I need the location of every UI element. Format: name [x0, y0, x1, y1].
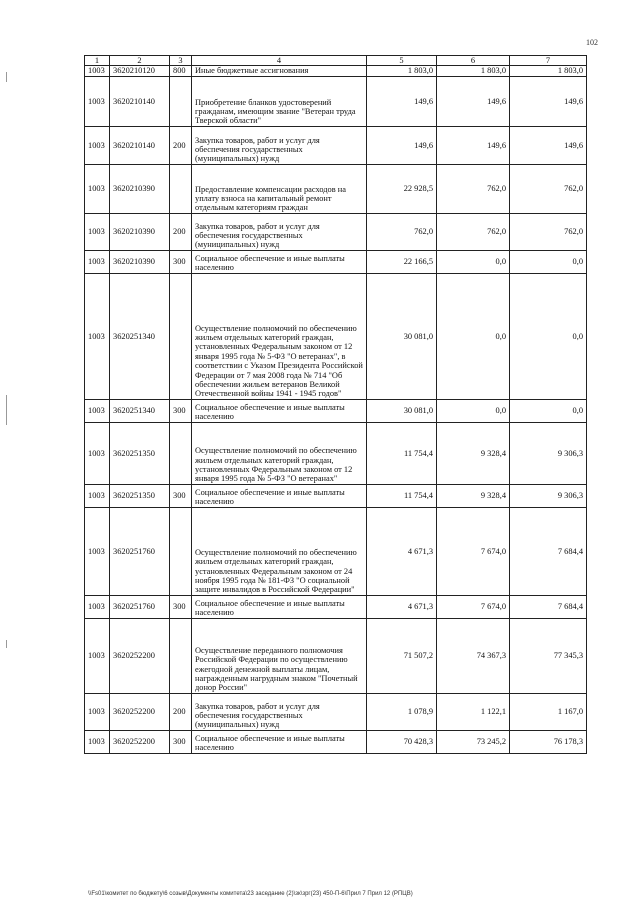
amount-col-6: 74 367,3	[437, 618, 510, 693]
target-article-code: 3620210390	[110, 164, 170, 213]
item-name: Закупка товаров, работ и услуг для обеспечения государственных (муниципальных) нужд	[192, 213, 367, 250]
amount-col-6: 9 328,4	[437, 484, 510, 507]
expense-type-code	[170, 422, 192, 484]
target-article-code: 3620210140	[110, 126, 170, 164]
amount-col-6: 149,6	[437, 126, 510, 164]
item-name: Закупка товаров, работ и услуг для обеспечения государственных (муниципальных) нужд	[192, 693, 367, 730]
section-code: 1003	[85, 595, 110, 618]
amount-col-7: 77 345,3	[510, 618, 587, 693]
section-code: 1003	[85, 164, 110, 213]
table-row	[85, 618, 587, 693]
section-code: 1003	[85, 66, 110, 76]
amount-col-5: 1 803,0	[367, 66, 437, 76]
amount-col-5: 30 081,0	[367, 399, 437, 422]
section-code: 1003	[85, 618, 110, 693]
expense-type-code: 200	[170, 126, 192, 164]
amount-col-7: 1 167,0	[510, 693, 587, 730]
amount-col-5: 149,6	[367, 76, 437, 126]
amount-col-5: 11 754,4	[367, 484, 437, 507]
amount-col-5: 70 428,3	[367, 730, 437, 753]
amount-col-7: 9 306,3	[510, 484, 587, 507]
amount-col-6: 9 328,4	[437, 422, 510, 484]
header-row	[85, 56, 587, 66]
item-name: Закупка товаров, работ и услуг для обеспечения государственных (муниципальных) нужд	[192, 126, 367, 164]
item-name: Осуществление переданного полномочия Российской Федерации по осуществлению ежегодной денежной выплаты лицам, награжденным нагрудным знаком "Почетный донор России"	[192, 618, 367, 693]
amount-col-6: 0,0	[437, 273, 510, 399]
item-name: Предоставление компенсации расходов на уплату взноса на капитальный ремонт отдельным категориям граждан	[192, 164, 367, 213]
item-name: Социальное обеспечение и иные выплаты населению	[192, 730, 367, 753]
table-row	[85, 730, 587, 753]
target-article-code: 3620210120	[110, 66, 170, 76]
expense-type-code: 300	[170, 250, 192, 273]
table-row	[85, 693, 587, 730]
amount-col-5: 22 928,5	[367, 164, 437, 213]
table-row	[85, 595, 587, 618]
target-article-code: 3620210390	[110, 213, 170, 250]
section-code: 1003	[85, 273, 110, 399]
amount-col-5: 1 078,9	[367, 693, 437, 730]
amount-col-7: 9 306,3	[510, 422, 587, 484]
table-row	[85, 422, 587, 484]
amount-col-6: 7 674,0	[437, 595, 510, 618]
expense-type-code: 300	[170, 399, 192, 422]
amount-col-5: 22 166,5	[367, 250, 437, 273]
target-article-code: 3620210140	[110, 76, 170, 126]
table-row	[85, 507, 587, 595]
amount-col-6: 149,6	[437, 76, 510, 126]
item-name: Социальное обеспечение и иные выплаты населению	[192, 595, 367, 618]
section-code: 1003	[85, 399, 110, 422]
target-article-code: 3620251760	[110, 507, 170, 595]
amount-col-5: 762,0	[367, 213, 437, 250]
amount-col-6: 1 122,1	[437, 693, 510, 730]
table-row	[85, 484, 587, 507]
footer-file-path: \\Fs01\комитет по бюджету\6 созыв\Документы комитета\23 заседание (2)\зк\зрг(23) 450-П-6\Прил 7 Прил 12 (РПЦВ)	[88, 891, 413, 897]
section-code: 1003	[85, 730, 110, 753]
item-name: Осуществление полномочий по обеспечению жильем отдельных категорий граждан, установленных Федеральным законом от 12 января 1995 года № 5-ФЗ "О ветеранах"	[192, 422, 367, 484]
amount-col-7: 149,6	[510, 126, 587, 164]
margin-mark	[6, 72, 7, 82]
header-cell: 3	[170, 56, 192, 66]
target-article-code: 3620251350	[110, 484, 170, 507]
margin-mark	[6, 640, 7, 648]
expense-type-code	[170, 164, 192, 213]
expense-type-code: 200	[170, 693, 192, 730]
amount-col-5: 4 671,3	[367, 507, 437, 595]
item-name: Осуществление полномочий по обеспечению жильем отдельных категорий граждан, установленных Федеральным законом от 12 января 1995 года № 5-ФЗ "О ветеранах", в соответствии с Указом Президента Российской Федерации от 7 мая 2008 года № 714 "Об обеспечении жильем ветеранов Великой Отечественной войны 1941 - 1945 годов"	[192, 273, 367, 399]
expense-type-code	[170, 273, 192, 399]
table-row	[85, 66, 587, 76]
amount-col-5: 4 671,3	[367, 595, 437, 618]
amount-col-7: 0,0	[510, 399, 587, 422]
amount-col-7: 762,0	[510, 164, 587, 213]
table-row	[85, 164, 587, 213]
amount-col-7: 7 684,4	[510, 507, 587, 595]
target-article-code: 3620251340	[110, 273, 170, 399]
amount-col-6: 762,0	[437, 213, 510, 250]
header-cell: 7	[510, 56, 587, 66]
header-cell: 1	[85, 56, 110, 66]
item-name: Социальное обеспечение и иные выплаты населению	[192, 250, 367, 273]
expense-type-code: 200	[170, 213, 192, 250]
amount-col-7: 0,0	[510, 250, 587, 273]
target-article-code: 3620252200	[110, 693, 170, 730]
header-cell: 2	[110, 56, 170, 66]
section-code: 1003	[85, 213, 110, 250]
amount-col-6: 0,0	[437, 250, 510, 273]
table-row	[85, 250, 587, 273]
section-code: 1003	[85, 422, 110, 484]
item-name: Социальное обеспечение и иные выплаты населению	[192, 484, 367, 507]
table-row	[85, 399, 587, 422]
table-row	[85, 213, 587, 250]
header-cell: 4	[192, 56, 367, 66]
expense-type-code: 300	[170, 484, 192, 507]
expense-type-code	[170, 507, 192, 595]
target-article-code: 3620251340	[110, 399, 170, 422]
amount-col-5: 11 754,4	[367, 422, 437, 484]
section-code: 1003	[85, 76, 110, 126]
section-code: 1003	[85, 484, 110, 507]
section-code: 1003	[85, 250, 110, 273]
target-article-code: 3620210390	[110, 250, 170, 273]
table-row	[85, 126, 587, 164]
section-code: 1003	[85, 693, 110, 730]
amount-col-7: 1 803,0	[510, 66, 587, 76]
expense-type-code: 300	[170, 595, 192, 618]
amount-col-5: 71 507,2	[367, 618, 437, 693]
target-article-code: 3620251350	[110, 422, 170, 484]
item-name: Социальное обеспечение и иные выплаты населению	[192, 399, 367, 422]
header-cell: 6	[437, 56, 510, 66]
margin-mark	[6, 395, 7, 425]
amount-col-7: 762,0	[510, 213, 587, 250]
amount-col-7: 149,6	[510, 76, 587, 126]
amount-col-7: 7 684,4	[510, 595, 587, 618]
expense-type-code	[170, 618, 192, 693]
amount-col-6: 0,0	[437, 399, 510, 422]
table-row	[85, 76, 587, 126]
target-article-code: 3620251760	[110, 595, 170, 618]
amount-col-5: 149,6	[367, 126, 437, 164]
amount-col-6: 73 245,2	[437, 730, 510, 753]
budget-table	[84, 55, 587, 754]
table-row	[85, 273, 587, 399]
section-code: 1003	[85, 126, 110, 164]
expense-type-code	[170, 76, 192, 126]
section-code: 1003	[85, 507, 110, 595]
amount-col-6: 762,0	[437, 164, 510, 213]
item-name: Приобретение бланков удостоверений гражданам, имеющим звание "Ветеран труда Тверской области"	[192, 76, 367, 126]
target-article-code: 3620252200	[110, 618, 170, 693]
amount-col-6: 7 674,0	[437, 507, 510, 595]
page-number: 102	[586, 38, 598, 47]
header-cell: 5	[367, 56, 437, 66]
target-article-code: 3620252200	[110, 730, 170, 753]
amount-col-6: 1 803,0	[437, 66, 510, 76]
expense-type-code: 800	[170, 66, 192, 76]
amount-col-7: 0,0	[510, 273, 587, 399]
item-name: Иные бюджетные ассигнования	[192, 66, 367, 76]
amount-col-7: 76 178,3	[510, 730, 587, 753]
item-name: Осуществление полномочий по обеспечению жильем отдельных категорий граждан, установленных Федеральным законом от 24 ноября 1995 года № 181-ФЗ "О социальной защите инвалидов в Российской Федерации"	[192, 507, 367, 595]
amount-col-5: 30 081,0	[367, 273, 437, 399]
expense-type-code: 300	[170, 730, 192, 753]
